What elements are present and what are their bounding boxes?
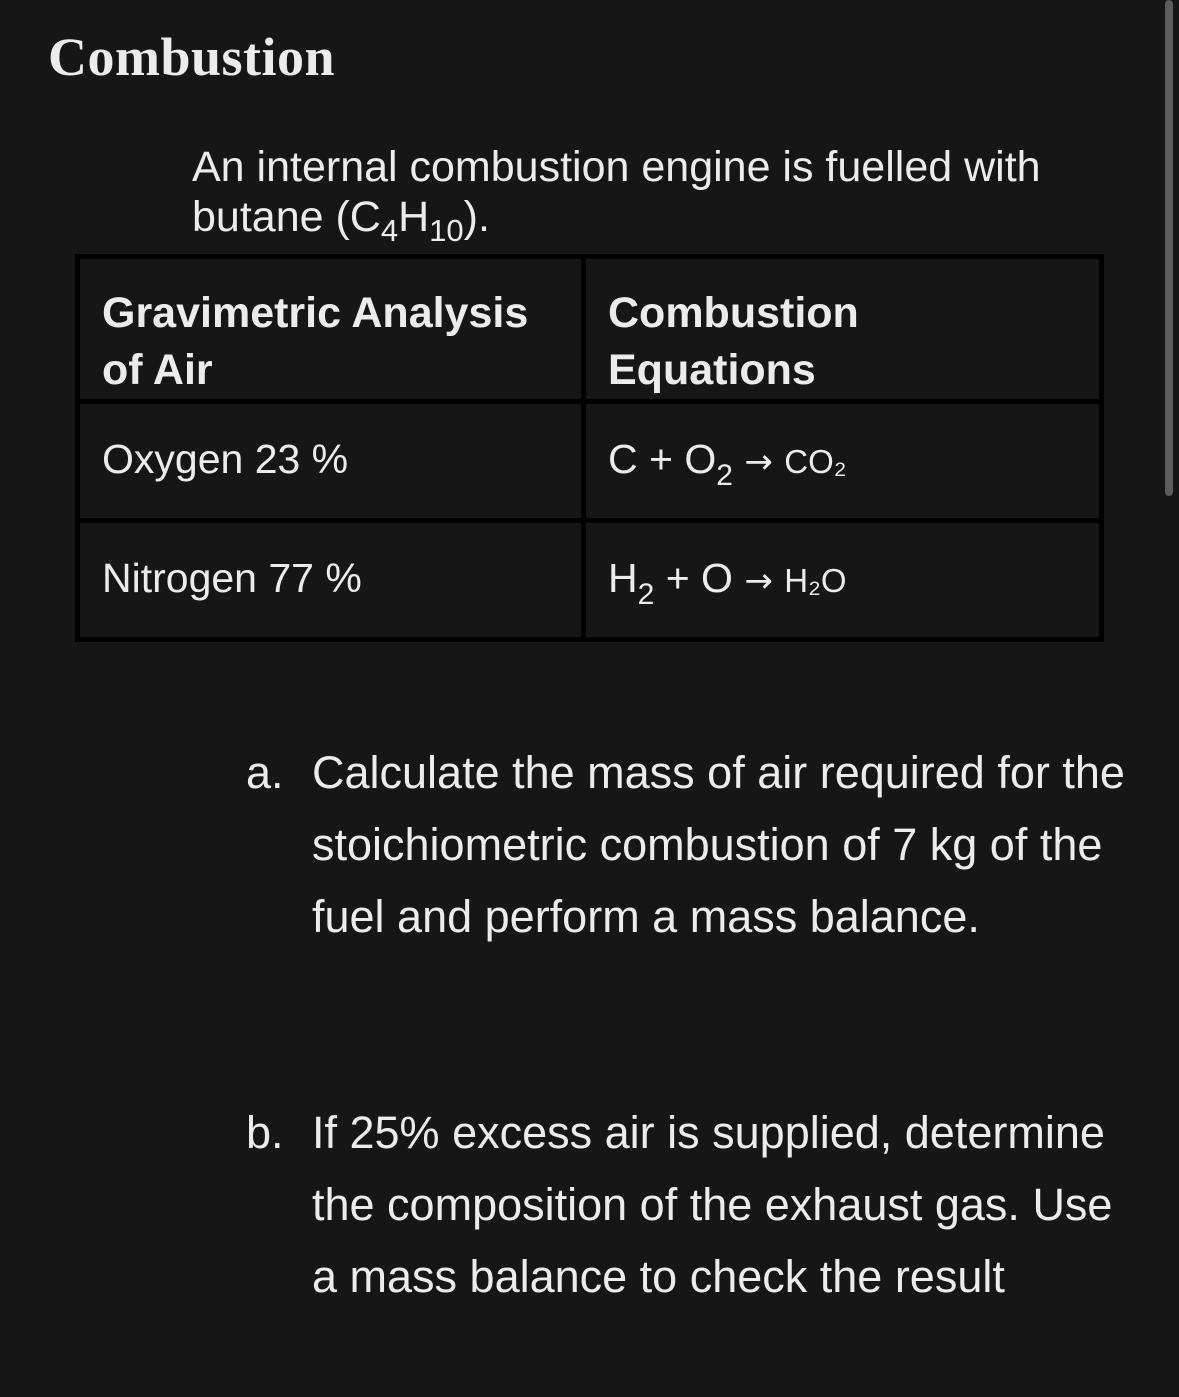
page-title: Combustion [48, 27, 336, 87]
intro-subscript-10: 10 [429, 213, 464, 248]
arrow-icon: → [744, 561, 773, 601]
eq-lhs-tail: + O [654, 555, 733, 601]
table-header-row [78, 257, 1102, 402]
eq-rhs: H₂O [784, 562, 847, 599]
arrow-icon: → [744, 442, 773, 482]
header-gravimetric-analysis: Gravimetric Analysis of Air [78, 257, 584, 402]
intro-text-end: ). [463, 193, 490, 241]
question-marker: b. [246, 1107, 284, 1158]
table-row [78, 402, 1102, 521]
intro-text-h: H [398, 193, 430, 241]
intro-subscript-4: 4 [380, 213, 399, 248]
eq-lhs: C + O [608, 436, 717, 482]
question-text: Calculate the mass of air required for the stoichiometric combustion of 7 kg of the fuel and perform a mass balance. [312, 747, 1125, 942]
question-text: If 25% excess air is supplied, determine the composition of the exhaust gas. Use a mass balance to check the result [312, 1107, 1113, 1302]
cell-hydrogen-equation [584, 521, 1102, 640]
eq-lhs-subscript: 2 [637, 578, 655, 611]
table-row [78, 521, 1102, 640]
eq-lhs: H [608, 555, 638, 601]
intro-text: An internal combustion engine is fuelled with butane (C [192, 143, 1041, 241]
question-marker: a. [246, 747, 284, 798]
cell-nitrogen: Nitrogen 77 % [78, 521, 584, 640]
scrollbar[interactable] [1165, 0, 1173, 496]
cell-carbon-equation [584, 402, 1102, 521]
cell-oxygen: Oxygen 23 % [78, 402, 584, 521]
eq-rhs: CO₂ [784, 443, 847, 480]
question-a [246, 737, 1126, 953]
eq-lhs-subscript: 2 [716, 459, 733, 492]
question-b [246, 1097, 1126, 1313]
intro-paragraph [192, 142, 1092, 248]
data-table [75, 254, 1104, 642]
header-combustion-equations: Combustion Equations [584, 257, 1102, 402]
